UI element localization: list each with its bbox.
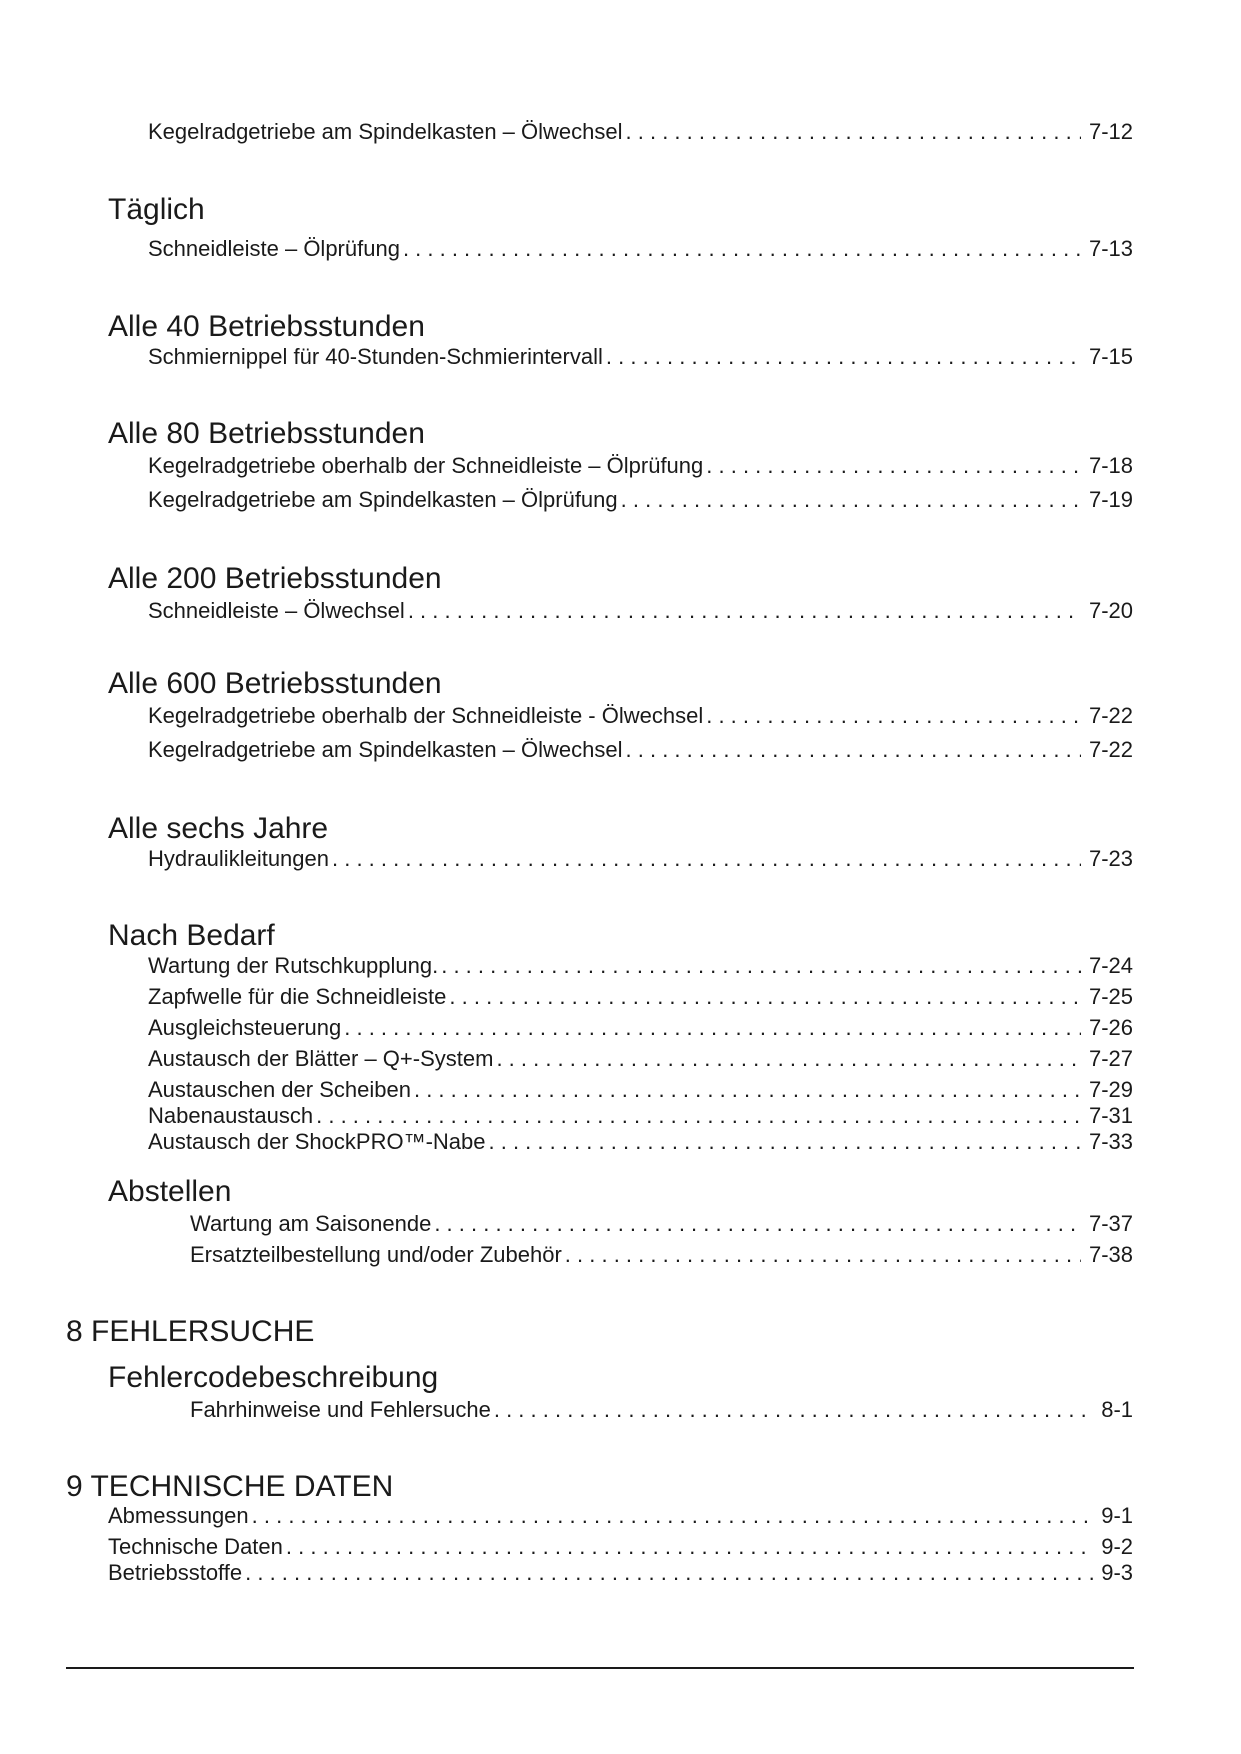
toc-entry[interactable] xyxy=(190,1397,1133,1423)
toc-entry-label: Ersatzteilbestellung und/oder Zubehör xyxy=(190,1242,562,1267)
toc-leader-dots xyxy=(441,953,1081,979)
toc-entry-page: 7-15 xyxy=(1088,344,1133,369)
section-heading: Alle 200 Betriebsstunden xyxy=(108,562,442,595)
toc-leader-dots xyxy=(626,737,1081,763)
toc-entry[interactable] xyxy=(108,1560,1133,1586)
toc-leader-dots xyxy=(286,1534,1093,1560)
toc-leader-dots xyxy=(332,846,1081,872)
toc-entry-label: Austausch der ShockPRO™-Nabe xyxy=(148,1129,486,1154)
toc-entry-page: 7-20 xyxy=(1088,598,1133,623)
toc-entry[interactable] xyxy=(148,344,1133,370)
toc-entry[interactable] xyxy=(148,1077,1133,1103)
toc-entry-label: Schmiernippel für 40-Stunden-Schmierintervall xyxy=(148,344,603,369)
toc-entry-label: Abmessungen xyxy=(108,1503,249,1528)
toc-entry[interactable] xyxy=(148,1129,1133,1155)
toc-entry-label: Kegelradgetriebe am Spindelkasten – Ölwechsel xyxy=(148,119,623,144)
toc-leader-dots xyxy=(403,236,1081,262)
toc-entry-label: Schneidleiste – Ölprüfung xyxy=(148,236,400,261)
toc-entry-page: 7-38 xyxy=(1088,1242,1133,1267)
toc-entry-page: 7-19 xyxy=(1088,487,1133,512)
toc-entry-label: Austausch der Blätter – Q+-System xyxy=(148,1046,494,1071)
toc-entry[interactable] xyxy=(148,1015,1133,1041)
toc-entry-label: Kegelradgetriebe oberhalb der Schneidleiste - Ölwechsel xyxy=(148,703,704,728)
toc-entry-label: Nabenaustausch xyxy=(148,1103,314,1128)
toc-entry[interactable] xyxy=(108,1503,1133,1529)
toc-leader-dots xyxy=(706,453,1081,479)
toc-entry-label: Hydraulikleitungen xyxy=(148,846,329,871)
toc-entry[interactable] xyxy=(148,119,1133,145)
toc-leader-dots xyxy=(434,1211,1081,1237)
toc-entry-page: 9-3 xyxy=(1101,1560,1133,1585)
toc-entry[interactable] xyxy=(148,236,1133,262)
toc-entry-label: Ausgleichsteuerung xyxy=(148,1015,342,1040)
section-heading: Alle sechs Jahre xyxy=(108,812,329,845)
toc-leader-dots xyxy=(706,703,1081,729)
toc-entry-label: Wartung am Saisonende xyxy=(190,1211,432,1236)
toc-entry-page: 7-12 xyxy=(1088,119,1133,144)
toc-entry[interactable] xyxy=(148,487,1133,513)
toc-leader-dots xyxy=(626,119,1081,145)
toc-entry[interactable] xyxy=(148,984,1133,1010)
toc-entry-page: 9-2 xyxy=(1101,1534,1133,1559)
toc-entry-page: 7-25 xyxy=(1088,984,1133,1009)
toc-leader-dots xyxy=(496,1046,1081,1072)
section-heading: Alle 80 Betriebsstunden xyxy=(108,417,425,450)
toc-entry[interactable] xyxy=(108,1534,1133,1560)
toc-leader-dots xyxy=(606,344,1081,370)
toc-entry-page: 7-37 xyxy=(1088,1211,1133,1236)
toc-leader-dots xyxy=(252,1503,1094,1529)
toc-entry-label: Wartung der Rutschkupplung. xyxy=(148,953,439,978)
toc-leader-dots xyxy=(316,1103,1081,1129)
toc-entry[interactable] xyxy=(148,453,1133,479)
section-heading: Täglich xyxy=(108,193,205,226)
toc-entry-label: Kegelradgetriebe oberhalb der Schneidleiste – Ölprüfung xyxy=(148,453,704,478)
footer-divider xyxy=(66,1667,1134,1669)
toc-entry-label: Zapfwelle für die Schneidleiste xyxy=(148,984,447,1009)
toc-entry-page: 7-27 xyxy=(1088,1046,1133,1071)
chapter-heading: 9 TECHNISCHE DATEN xyxy=(66,1470,394,1503)
toc-entry-page: 7-23 xyxy=(1088,846,1133,871)
section-heading: Alle 600 Betriebsstunden xyxy=(108,667,442,700)
toc-entry-label: Austauschen der Scheiben xyxy=(148,1077,411,1102)
toc-entry-page: 7-31 xyxy=(1088,1103,1133,1128)
toc-leader-dots xyxy=(344,1015,1081,1041)
toc-leader-dots xyxy=(494,1397,1093,1423)
toc-entry-label: Schneidleiste – Ölwechsel xyxy=(148,598,405,623)
toc-entry[interactable] xyxy=(148,737,1133,763)
toc-leader-dots xyxy=(449,984,1081,1010)
toc-leader-dots xyxy=(565,1242,1081,1268)
toc-entry[interactable] xyxy=(190,1211,1133,1237)
toc-entry[interactable] xyxy=(148,846,1133,872)
toc-entry-page: 7-13 xyxy=(1088,236,1133,261)
toc-entry-label: Technische Daten xyxy=(108,1534,283,1559)
toc-leader-dots xyxy=(621,487,1081,513)
toc-leader-dots xyxy=(414,1077,1081,1103)
toc-leader-dots xyxy=(245,1560,1093,1586)
toc-entry-page: 7-26 xyxy=(1088,1015,1133,1040)
toc-entry-page: 8-1 xyxy=(1101,1397,1133,1422)
section-heading: Alle 40 Betriebsstunden xyxy=(108,310,425,343)
toc-entry[interactable] xyxy=(148,1103,1133,1129)
toc-entry[interactable] xyxy=(148,953,1133,979)
toc-entry-label: Betriebsstoffe xyxy=(108,1560,243,1585)
toc-entry[interactable] xyxy=(148,703,1133,729)
toc-entry-page: 7-22 xyxy=(1088,737,1133,762)
section-heading: Abstellen xyxy=(108,1175,232,1208)
toc-entry-page: 7-33 xyxy=(1088,1129,1133,1154)
toc-entry[interactable] xyxy=(148,598,1133,624)
toc-entry-page: 9-1 xyxy=(1101,1503,1133,1528)
toc-leader-dots xyxy=(489,1129,1081,1155)
section-heading: Fehlercodebeschreibung xyxy=(108,1361,439,1394)
toc-entry-label: Kegelradgetriebe am Spindelkasten – Ölwechsel xyxy=(148,737,623,762)
toc-entry[interactable] xyxy=(190,1242,1133,1268)
toc-entry-label: Kegelradgetriebe am Spindelkasten – Ölprüfung xyxy=(148,487,618,512)
toc-entry-page: 7-24 xyxy=(1088,953,1133,978)
toc-entry[interactable] xyxy=(148,1046,1133,1072)
chapter-heading: 8 FEHLERSUCHE xyxy=(66,1315,315,1348)
toc-entry-page: 7-18 xyxy=(1088,453,1133,478)
toc-entry-label: Fahrhinweise und Fehlersuche xyxy=(190,1397,491,1422)
toc-entry-page: 7-22 xyxy=(1088,703,1133,728)
section-heading: Nach Bedarf xyxy=(108,919,275,952)
toc-leader-dots xyxy=(408,598,1081,624)
toc-entry-page: 7-29 xyxy=(1088,1077,1133,1102)
